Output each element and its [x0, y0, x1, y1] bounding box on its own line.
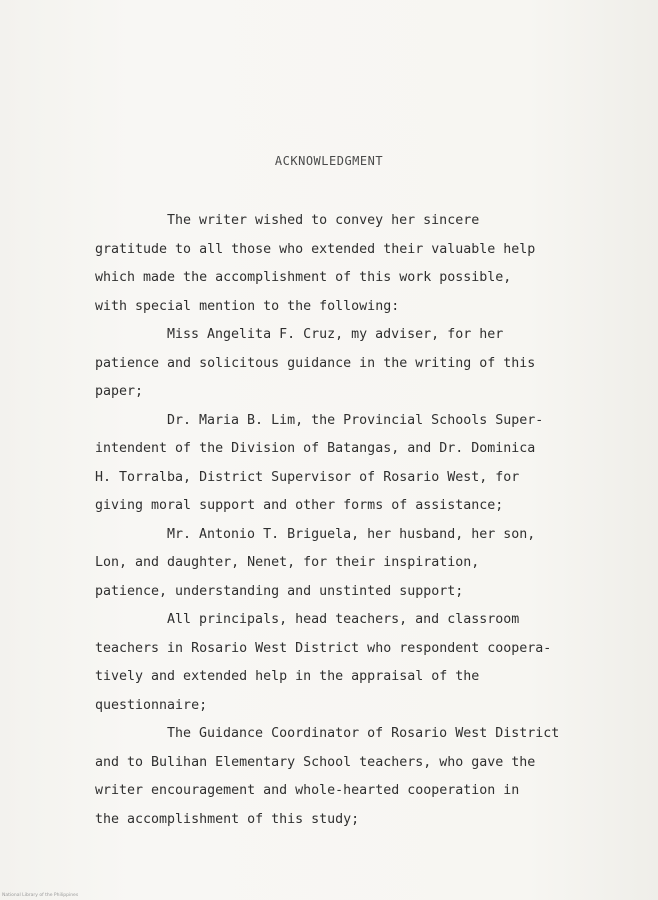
text-line: teachers in Rosario West District who respondent coopera- [95, 640, 552, 656]
text-line: The writer wished to convey her sincere [167, 213, 480, 228]
text-line: the accomplishment of this study; [95, 811, 360, 827]
text-line: intendent of the Division of Batangas, and Dr. Dominica [95, 441, 536, 456]
text-line: patience, understanding and unstinted support; [95, 583, 464, 599]
text-line: tively and extended help in the appraisal of the [95, 669, 480, 684]
text-line: questionnaire; [95, 697, 208, 713]
text-line: patience and solicitous guidance in the writing of this [95, 355, 536, 371]
text-line: with special mention to the following: [95, 298, 400, 314]
text-line: paper; [95, 384, 144, 399]
text-line: Lon, and daughter, Nenet, for their inspiration, [95, 555, 480, 570]
text-line: which made the accomplishment of this work possible, [95, 270, 512, 285]
text-line: gratitude to all those who extended their valuable help [95, 241, 536, 257]
text-line: The Guidance Coordinator of Rosario West District [167, 726, 560, 741]
page-title: ACKNOWLEDGMENT [274, 154, 384, 168]
text-line: Dr. Maria B. Lim, the Provincial Schools Super- [167, 412, 544, 428]
text-line: Miss Angelita F. Cruz, my adviser, for her [167, 327, 504, 342]
text-line: giving moral support and other forms of assistance; [95, 498, 504, 513]
text-line: and to Bulihan Elementary School teachers, who gave the [95, 754, 536, 770]
footer-text: National Library of the Philippines [2, 893, 79, 898]
text-line: All principals, head teachers, and classroom [167, 612, 520, 627]
text-line: Mr. Antonio T. Briguela, her husband, her son, [167, 526, 536, 542]
acknowledgment-body [95, 207, 615, 834]
text-line: H. Torralba, District Supervisor of Rosario West, for [95, 469, 520, 485]
text-line: writer encouragement and whole-hearted cooperation in [95, 783, 520, 798]
